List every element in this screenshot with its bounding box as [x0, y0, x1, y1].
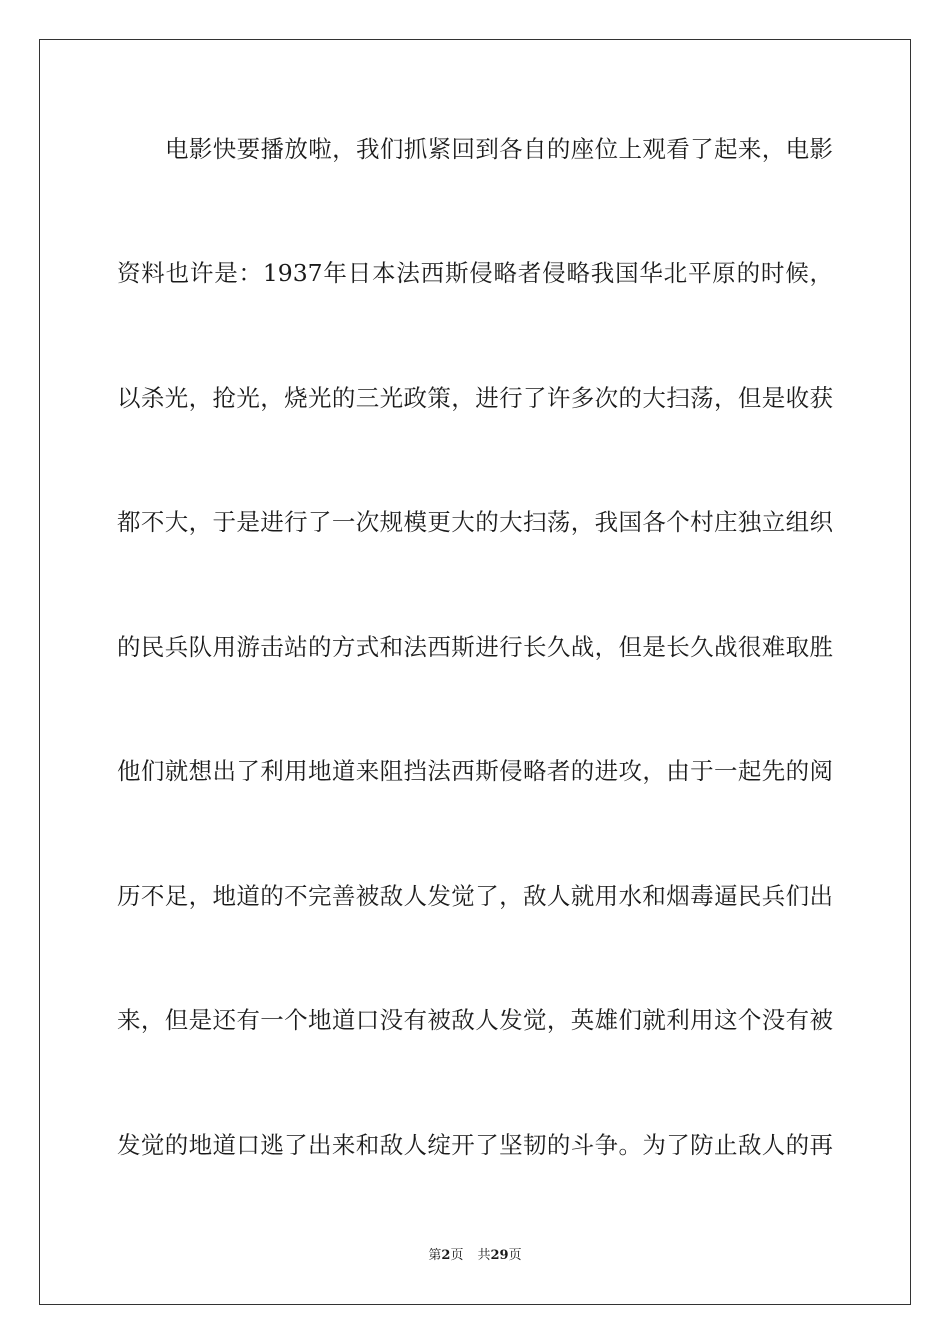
text-line: 来，但是还有一个地道口没有被敌人发觉，英雄们就利用这个没有被	[117, 1006, 833, 1034]
text-line: 资料也许是：1937年日本法西斯侵略者侵略我国华北平原的时候，	[117, 259, 833, 287]
text-line: 他们就想出了利用地道来阻挡法西斯侵略者的进攻，由于一起先的阅	[117, 757, 833, 785]
text-line: 的民兵队用游击站的方式和法西斯进行长久战，但是长久战很难取胜	[117, 633, 833, 661]
text-line: 都不大，于是进行了一次规模更大的大扫荡，我国各个村庄独立组织	[117, 508, 833, 536]
text-line: 以杀光，抢光，烧光的三光政策，进行了许多次的大扫荡，但是收获	[117, 384, 833, 412]
total-suffix: 页	[508, 1248, 522, 1263]
text-line: 电影快要播放啦，我们抓紧回到各自的座位上观看了起来，电影	[165, 135, 833, 163]
page-footer	[0, 1247, 950, 1265]
text-line: 历不足，地道的不完善被敌人发觉了，敌人就用水和烟毒逼民兵们出	[117, 882, 833, 910]
text-line: 发觉的地道口逃了出来和敌人绽开了坚韧的斗争。为了防止敌人的再	[117, 1131, 833, 1159]
page-prefix: 第	[428, 1248, 442, 1263]
page-suffix: 页	[450, 1248, 464, 1263]
page-number: 2	[441, 1248, 451, 1263]
total-pages: 29	[490, 1248, 509, 1263]
total-prefix: 共	[477, 1248, 491, 1263]
page-border	[39, 39, 911, 1305]
